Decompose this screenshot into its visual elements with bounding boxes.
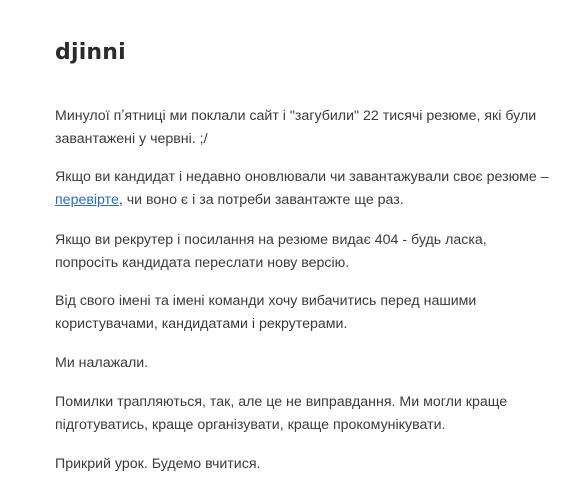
djinni-logo[interactable]: djinni [55, 40, 126, 65]
paragraph-mistakes: Помилки трапляються, так, але це не виправдання. Ми могли краще підготуватись, краще організувати, краще прокомунікувати. [55, 394, 508, 433]
paragraph-candidate-check-after: , чи воно є і за потреби завантажте ще раз. [118, 192, 404, 208]
paragraph-candidate-check [55, 166, 550, 212]
paragraph-recruiter-404: Якщо ви рекрутер і посилання на резюме видає 404 - будь ласка, попросіть кандидата переслати нову версію. [55, 232, 487, 271]
paragraph-apology: Від свого імені та імені команди хочу вибачитись перед нашими користувачами, кандидатами і рекрутерами. [55, 293, 477, 332]
paragraph-lesson: Прикрий урок. Будемо вчитися. [55, 456, 261, 472]
paragraph-candidate-check-before: Якщо ви кандидат і недавно оновлювали чи завантажували своє резюме – [55, 169, 549, 185]
check-resume-link[interactable]: перевірте [55, 192, 119, 208]
paragraph-site-outage: Минулої пʼятниці ми поклали сайт і "загубили" 22 тисячі резюме, які були завантажені у червні. ;/ [55, 108, 537, 147]
paragraph-we-messed-up: Ми налажали. [55, 355, 149, 371]
